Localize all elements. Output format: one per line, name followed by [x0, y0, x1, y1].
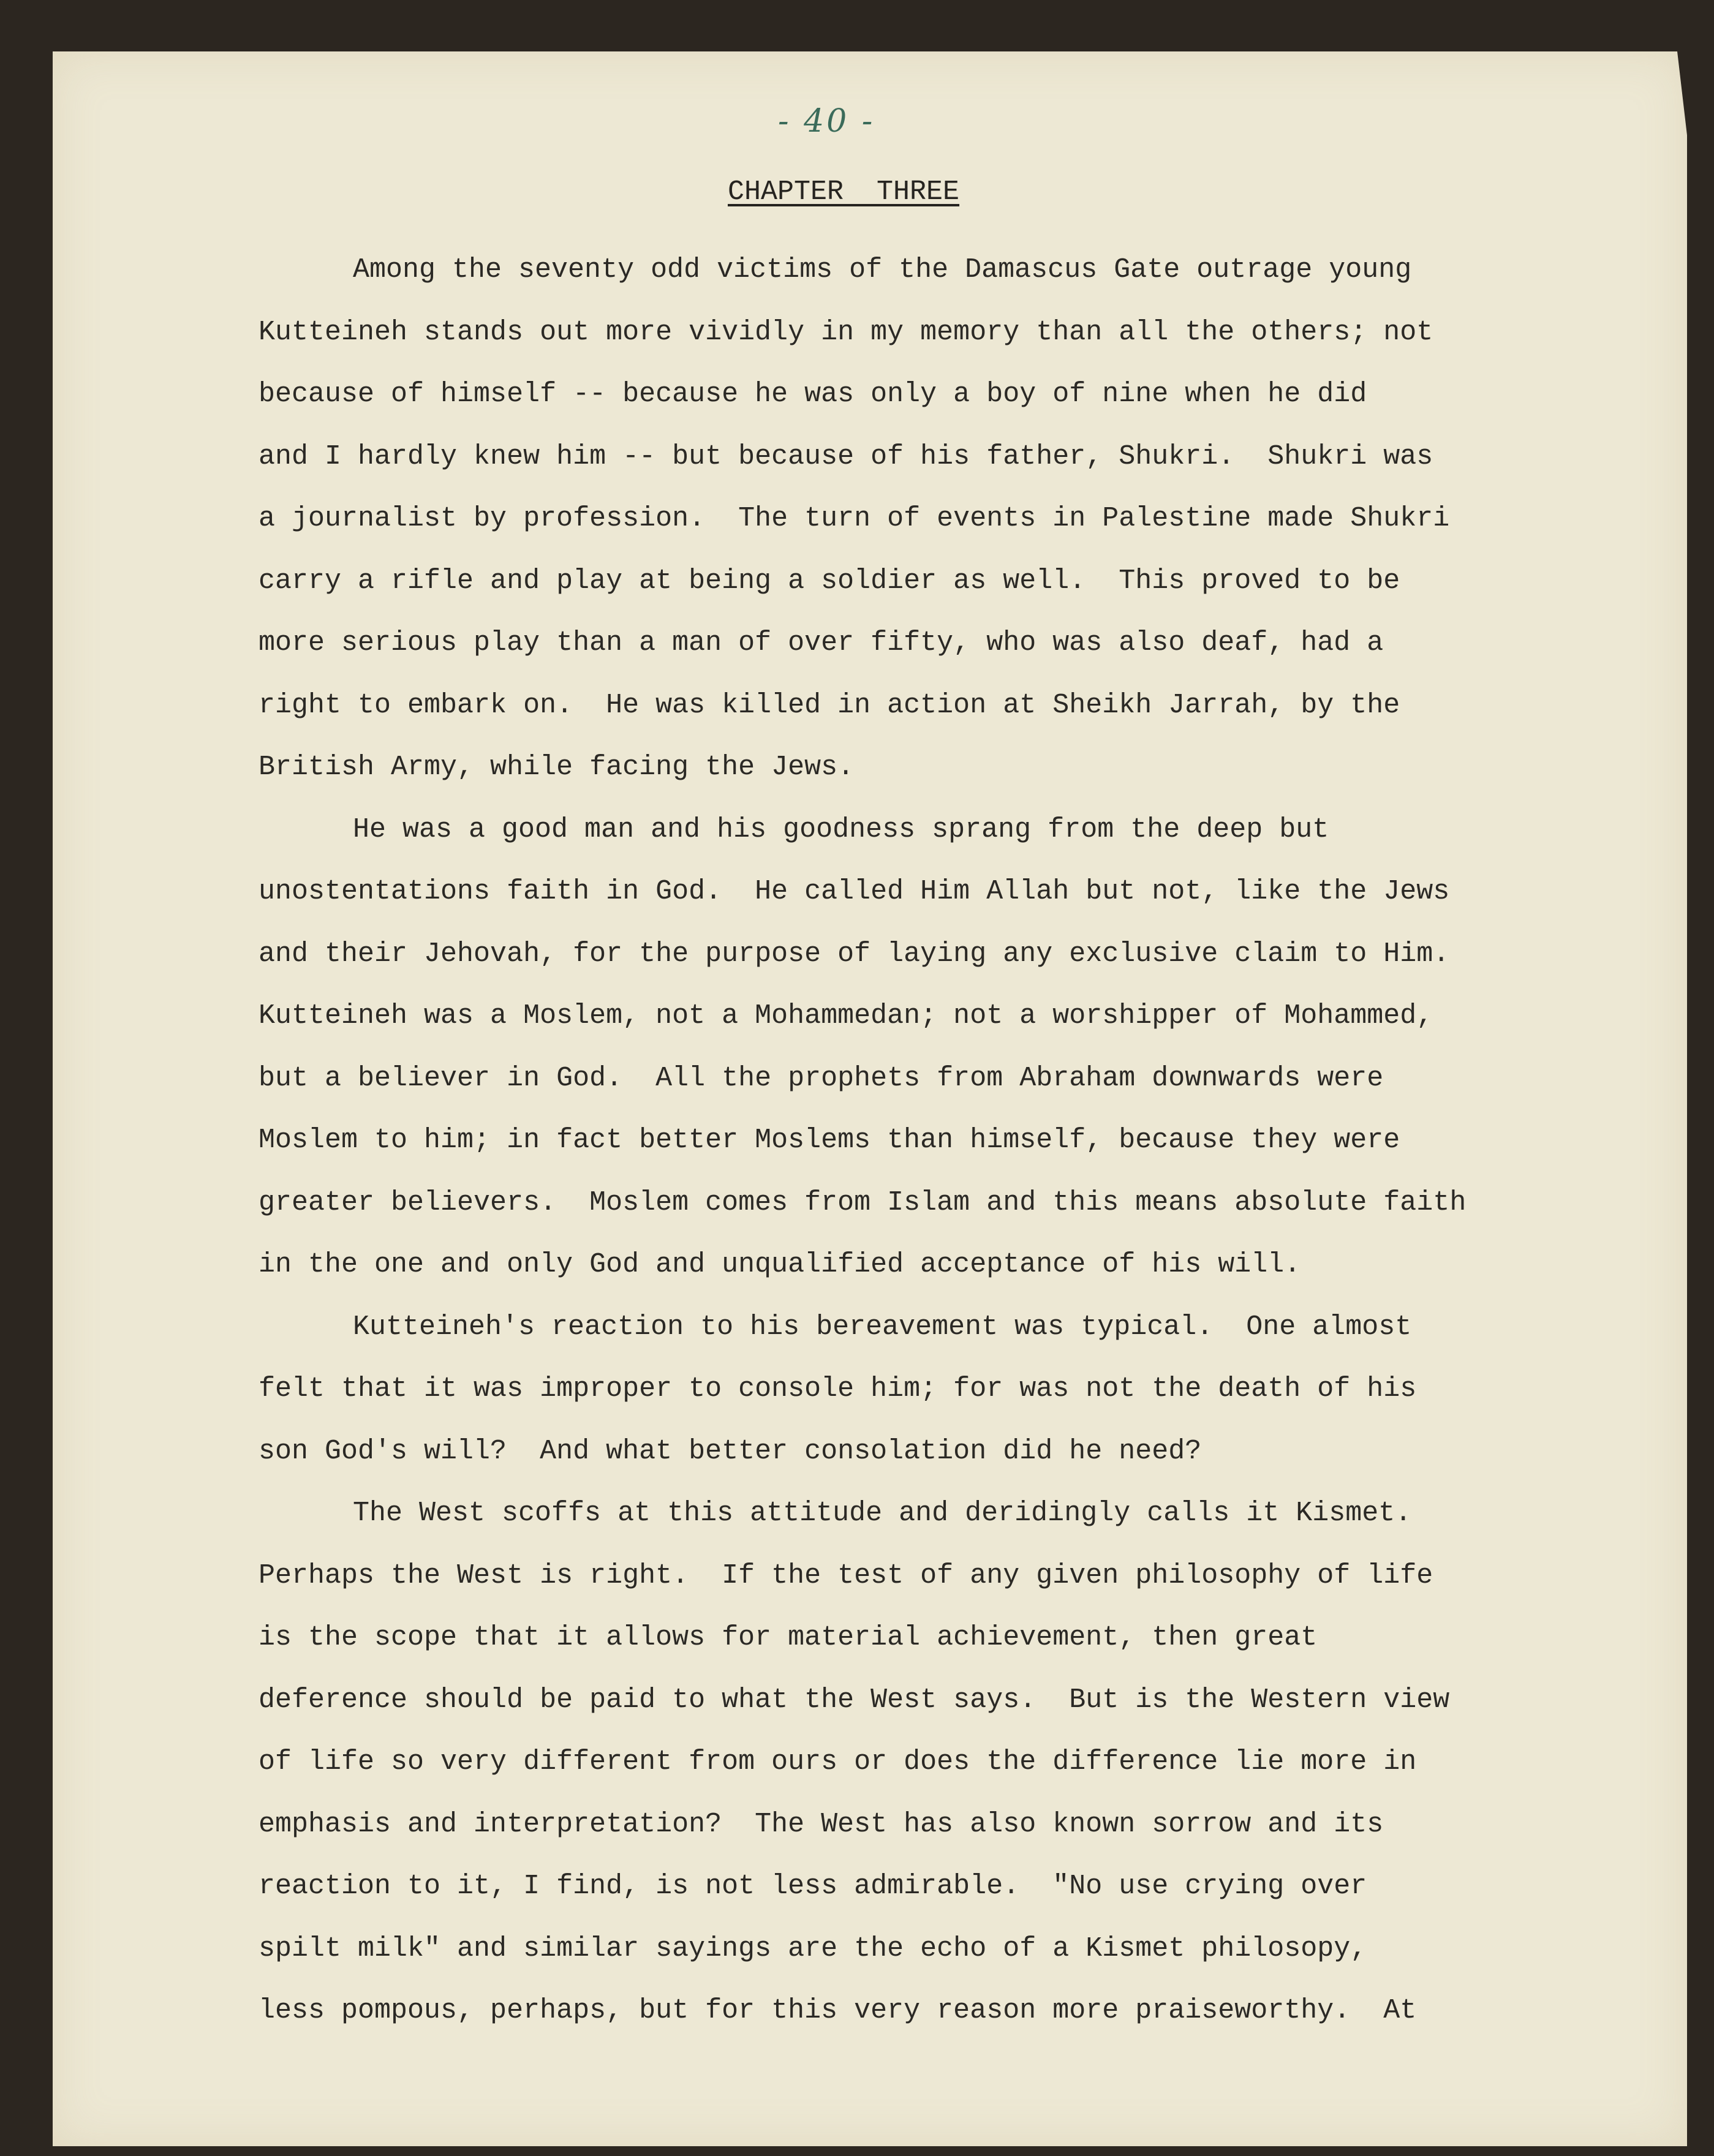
text-line: less pompous, perhaps, but for this very reason more praiseworthy. At	[259, 1995, 1417, 2026]
text-line: a journalist by profession. The turn of events in Palestine made Shukri	[259, 503, 1450, 534]
text-line: son God's will? And what better consolation did he need?	[259, 1435, 1202, 1467]
text-line: is the scope that it allows for material achievement, then great	[259, 1622, 1318, 1653]
text-line: Kutteineh stands out more vividly in my memory than all the others; not	[259, 316, 1433, 348]
paragraph-2	[259, 799, 1625, 1296]
text-line: but a believer in God. All the prophets from Abraham downwards were	[259, 1062, 1384, 1094]
page-number: - 40 -	[778, 103, 875, 140]
text-line: in the one and only God and unqualified acceptance of his will.	[259, 1249, 1301, 1280]
text-line: and I hardly knew him -- but because of his father, Shukri. Shukri was	[259, 440, 1433, 472]
text-line: Moslem to him; in fact better Moslems than himself, because they were	[259, 1125, 1400, 1156]
text-line: Kutteineh was a Moslem, not a Mohammedan; not a worshipper of Mohammed,	[259, 1000, 1433, 1031]
paragraph-4	[259, 1482, 1625, 2042]
text-line: unostentations faith in God. He called Him Allah but not, like the Jews	[259, 876, 1450, 907]
text-line: right to embark on. He was killed in action at Sheikh Jarrah, by the	[259, 689, 1400, 721]
text-line: carry a rifle and play at being a soldier as well. This proved to be	[259, 565, 1400, 597]
text-line: Perhaps the West is right. If the test of any given philosophy of life	[259, 1559, 1433, 1591]
text-line: emphasis and interpretation? The West has also known sorrow and its	[259, 1808, 1384, 1840]
chapter-title: CHAPTER THREE	[728, 176, 960, 208]
text-line: British Army, while facing the Jews.	[259, 752, 855, 783]
text-line: The West scoffs at this attitude and deridingly calls it Kismet.	[353, 1498, 1412, 1529]
text-line: and their Jehovah, for the purpose of laying any exclusive claim to Him.	[259, 938, 1450, 970]
text-line: Kutteineh's reaction to his bereavement was typical. One almost	[353, 1311, 1412, 1343]
text-line: He was a good man and his goodness sprang from the deep but	[353, 813, 1329, 845]
text-line: reaction to it, I find, is not less admirable. "No use crying over	[259, 1871, 1367, 1902]
body-text	[259, 239, 1625, 2042]
paragraph-3	[259, 1296, 1625, 1483]
text-line: deference should be paid to what the West says. But is the Western view	[259, 1684, 1450, 1716]
text-line: spilt milk" and similar sayings are the echo of a Kismet philosopy,	[259, 1932, 1367, 1964]
text-line: felt that it was improper to console him; for was not the death of his	[259, 1373, 1417, 1404]
text-line: greater believers. Moslem comes from Islam and this means absolute faith	[259, 1186, 1467, 1218]
text-line: Among the seventy odd victims of the Damascus Gate outrage young	[353, 254, 1412, 285]
text-line: of life so very different from ours or does the difference lie more in	[259, 1746, 1417, 1777]
text-line: because of himself -- because he was only a boy of nine when he did	[259, 379, 1367, 410]
paragraph-1	[259, 239, 1625, 799]
text-line: more serious play than a man of over fifty, who was also deaf, had a	[259, 627, 1384, 658]
